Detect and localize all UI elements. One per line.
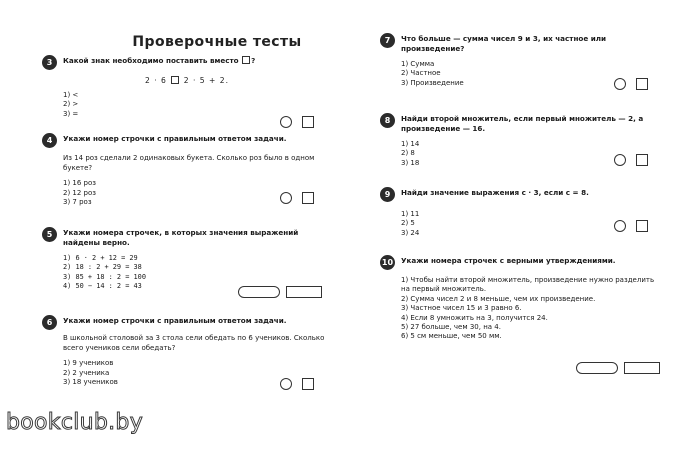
answer-circle[interactable]: [614, 154, 626, 166]
left-column: [42, 34, 332, 386]
answer-marks: [280, 378, 314, 390]
answer-marks: [238, 286, 322, 298]
option: 3) =: [63, 109, 79, 118]
task-7: [380, 34, 660, 88]
option: 3) Частное чисел 15 и 3 равно 6.: [401, 304, 522, 313]
answer-marks: [614, 220, 648, 232]
task-question: Что больше — сумма чисел 9 и 3, их частное или произведение?: [401, 34, 607, 53]
task-number: 10: [380, 255, 395, 270]
task-question: Укажи номера строчек с верными утверждениями.: [401, 256, 616, 265]
option: 2) 2 ученика: [63, 368, 110, 377]
option: 2) Частное: [401, 69, 441, 78]
answer-options: [63, 91, 332, 119]
task-number: 6: [42, 315, 57, 330]
answer-marks: [614, 78, 648, 90]
option: 1) <: [63, 91, 79, 99]
option: 1) 14: [401, 140, 420, 148]
task-number: 8: [380, 113, 395, 128]
option: 5) 27 больше, чем 30, на 4.: [401, 323, 501, 332]
answer-options: [401, 276, 660, 342]
option: 2) Сумма чисел 2 и 8 меньше, чем их произведение.: [401, 294, 596, 303]
task-3: [42, 56, 332, 119]
task-number: 9: [380, 187, 395, 202]
option: 1) 16 роз: [63, 179, 96, 188]
task-10: [380, 256, 660, 342]
answer-circle[interactable]: [614, 220, 626, 232]
option: 1) Чтобы найти второй множитель, произведение нужно разделить на первый множитель.: [401, 276, 655, 294]
answer-rect[interactable]: [624, 362, 660, 374]
task-5: [42, 228, 332, 292]
answer-marks: [280, 116, 314, 128]
question-mark: ?: [251, 56, 256, 65]
answer-marks: [280, 192, 314, 204]
answer-marks: [576, 362, 660, 374]
option: 3) 85 + 18 : 2 = 100: [63, 272, 146, 281]
option: 2) 5: [401, 219, 415, 228]
option: 1) 11: [401, 210, 420, 218]
option: 3) 18: [401, 158, 420, 167]
task-8: [380, 114, 660, 168]
task-number: 7: [380, 33, 395, 48]
answer-oval[interactable]: [576, 362, 618, 374]
task-question: Найди второй множитель, если первый множитель — 2, а произведение — 16.: [401, 114, 644, 133]
answer-circle[interactable]: [280, 378, 292, 390]
answer-square[interactable]: [302, 192, 314, 204]
task-text: Из 14 роз сделали 2 одинаковых букета. Сколько роз было в одном букете?: [63, 154, 315, 172]
option: 4) Если 8 умножить на 3, получится 24.: [401, 313, 548, 322]
watermark: bookclub.by: [6, 410, 144, 435]
option: 1) 9 учеников: [63, 359, 114, 368]
option: 2) 18 : 2 + 29 = 38: [63, 263, 142, 272]
blank-box-icon: [242, 56, 250, 64]
option: 1) Сумма: [401, 60, 435, 68]
answer-square[interactable]: [302, 116, 314, 128]
page-title: Проверочные тесты: [132, 34, 302, 50]
question-text: Какой знак необходимо поставить вместо: [63, 56, 242, 65]
answer-square[interactable]: [636, 78, 648, 90]
task-question: [63, 56, 255, 66]
answer-circle[interactable]: [614, 78, 626, 90]
option: 2) >: [63, 100, 79, 109]
answer-circle[interactable]: [280, 116, 292, 128]
option: 4) 50 − 14 : 2 = 43: [63, 282, 142, 291]
answer-square[interactable]: [636, 154, 648, 166]
task-number: 4: [42, 133, 57, 148]
task-question: Найди значение выражения с · 3, если с = 8.: [401, 188, 589, 197]
task-number: 3: [42, 55, 57, 70]
answer-marks: [614, 154, 648, 166]
option: 3) 24: [401, 228, 420, 237]
task-question: Укажи номер строчки с правильным ответом задачи.: [63, 316, 287, 325]
answer-rect[interactable]: [286, 286, 322, 298]
task-question: Укажи номер строчки с правильным ответом задачи.: [63, 134, 287, 143]
task-question: Укажи номера строчек, в которых значения выражений найдены верно.: [63, 228, 299, 247]
expression-right: 2 · 5 + 2.: [180, 76, 230, 85]
task-4: [42, 134, 332, 207]
blank-box-icon: [171, 76, 179, 84]
answer-oval[interactable]: [238, 286, 280, 298]
answer-square[interactable]: [302, 378, 314, 390]
option: 2) 8: [401, 149, 415, 158]
option: 2) 12 роз: [63, 188, 96, 197]
option: 3) 18 учеников: [63, 378, 118, 386]
option: 6) 5 см меньше, чем 50 мм.: [401, 332, 502, 341]
option: 1) 6 · 2 + 12 = 29: [63, 254, 138, 262]
expression: [42, 76, 332, 85]
expression-left: 2 · 6: [144, 76, 171, 85]
task-text: В школьной столовой за 3 стола сели обедать по 6 учеников. Сколько всего учеников сели обедать?: [63, 334, 325, 352]
answer-square[interactable]: [636, 220, 648, 232]
task-number: 5: [42, 227, 57, 242]
option: 3) 7 роз: [63, 198, 92, 206]
task-6: [42, 316, 332, 387]
answer-circle[interactable]: [280, 192, 292, 204]
task-9: [380, 188, 660, 238]
option: 3) Произведение: [401, 78, 464, 87]
